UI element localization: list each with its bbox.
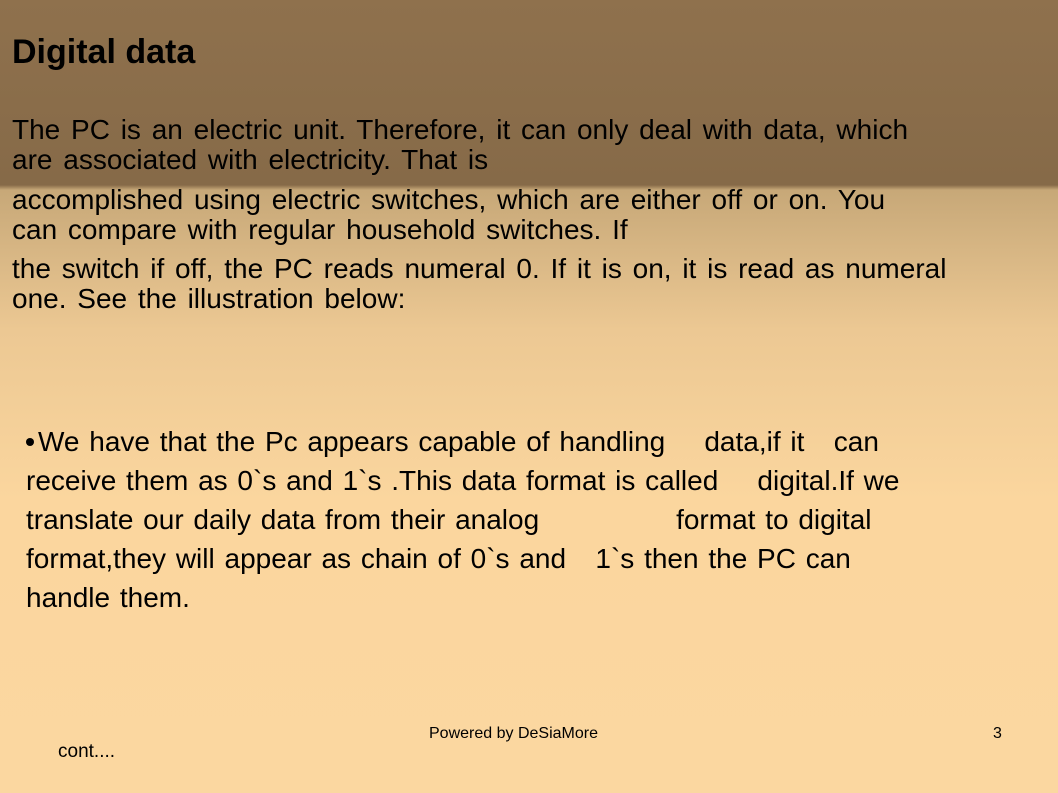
paragraph-line: one. See the illustration below: [12,283,406,314]
bullet-line: format,they will appear as chain of 0`s and 1`s then the PC can [26,543,851,574]
continued-label: cont.... [58,741,116,762]
bullet-line: handle them. [26,582,190,613]
paragraph-line: accomplished using electric switches, which are either off or on. You [12,184,886,215]
bullet-text: We have that the Pc appears capable of handling data,if it can [38,426,879,457]
slide-title: Digital data [12,33,196,71]
bullet-dot-icon [26,438,34,446]
paragraph-line: The PC is an electric unit. Therefore, it can only deal with data, which [12,114,909,145]
paragraph-line: the switch if off, the PC reads numeral 0. If it is on, it is read as numeral [12,253,947,284]
page-number: 3 [993,725,1002,742]
paragraph-line: are associated with electricity. That is [12,144,489,175]
paragraph-2 [12,185,1052,245]
paragraph-line: can compare with regular household switches. If [12,214,628,245]
paragraph-3 [12,254,1052,314]
bullet-line: translate our daily data from their analog format to digital [26,504,872,535]
bullet-item [26,422,1036,617]
bullet-line [26,422,1036,461]
paragraph-1 [12,115,1052,175]
footer-powered-by: Powered by DeSiaMore [429,725,598,742]
bullet-line: receive them as 0`s and 1`s .This data format is called digital.If we [26,465,900,496]
